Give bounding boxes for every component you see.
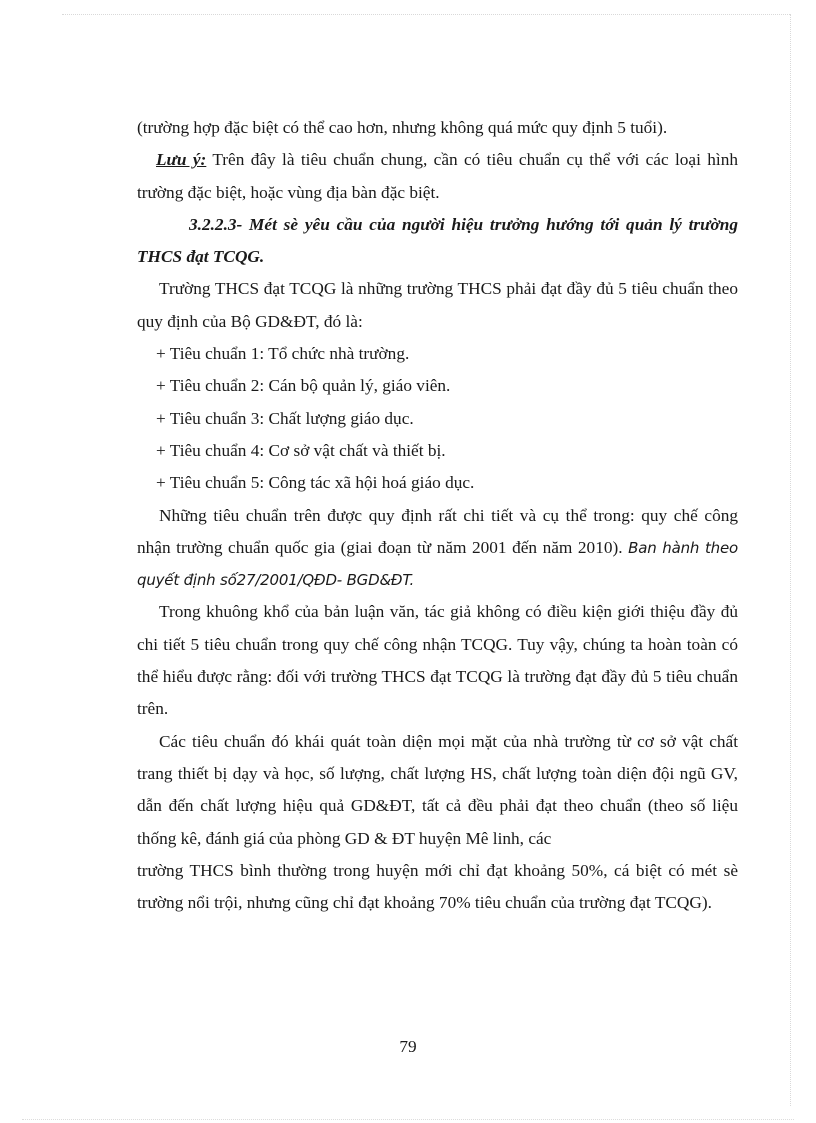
page-bottom-rule [22, 1119, 794, 1120]
list-item-standard-4: + Tiêu chuẩn 4: Cơ sở vật chất và thiết bị. [156, 440, 446, 460]
regulation-text: Những tiêu chuẩn trên được quy định rất chi tiết và cụ thể trong: quy chế công nhận trường chuẩn quốc gia (giai đoạn từ năm 2001 đến năm 2010). [137, 505, 738, 557]
paragraph-standards-intro: Trường THCS đạt TCQG là những trường THCS phải đạt đầy đủ 5 tiêu chuẩn theo quy định của Bộ GD&ĐT, đó là: [137, 279, 738, 331]
list-item-standard-1: + Tiêu chuẩn 1: Tổ chức nhà trường. [156, 344, 410, 364]
document-body [137, 112, 738, 919]
list-item-standard-2: + Tiêu chuẩn 2: Cán bộ quản lý, giáo viên. [156, 376, 451, 396]
paragraph-note [137, 144, 738, 209]
list-item-standard-5: + Tiêu chuẩn 5: Công tác xã hội hoá giáo dục. [156, 473, 475, 493]
page-frame-top [62, 14, 790, 15]
regulation-decision: Ban hành theo quyết định số27/2001/QĐD- BGD&ĐT. [137, 538, 738, 590]
paragraph-thesis-scope: Trong khuông khổ của bản luận văn, tác giả không có điều kiện giới thiệu đầy đủ chi tiết 5 tiêu chuẩn trong quy chế công nhận TCQG. Tuy vậy, chúng ta hoàn toàn có thể hiểu được rằng: đối với trường THCS đạt TCQG là trường đạt đầy đủ 5 tiêu chuẩn trên. [137, 602, 738, 719]
note-text: Trên đây là tiêu chuẩn chung, cần có tiêu chuẩn cụ thể với các loại hình trường đặc biệt, hoặc vùng địa bàn đặc biệt. [137, 150, 738, 202]
list-item-standard-3: + Tiêu chuẩn 3: Chất lượng giáo dục. [156, 408, 414, 428]
paragraph-age-limit: (trường hợp đặc biệt có thể cao hơn, nhưng không quá mức quy định 5 tuổi). [137, 118, 668, 137]
page-number: 79 [399, 1037, 417, 1056]
note-label: Lưu ý: [156, 150, 207, 170]
paragraph-district-stats: trường THCS bình thường trong huyện mới chỉ đạt khoảng 50%, cá biệt có mét sè trường nổi trội, nhưng cũng chỉ đạt khoảng 70% tiêu chuẩn của trường đạt TCQG). [137, 860, 738, 913]
page-frame-right [790, 14, 791, 1106]
paragraph-regulation [137, 500, 738, 597]
section-heading: 3.2.2.3- Mét sè yêu cầu của người hiệu trưởng hướng tới quản lý trường THCS đạt TCQG. [137, 214, 738, 267]
paragraph-overall-standards: Các tiêu chuẩn đó khái quát toàn diện mọi mặt của nhà trường từ cơ sở vật chất trang thiết bị dạy và học, số lượng, chất lượng HS, chất lượng toàn diện đội ngũ GV, dẫn đến chất lượng hiệu quả GD&ĐT, tất cả đều phải đạt theo chuẩn (theo số liệu thống kê, đánh giá của phòng GD & ĐT huyện Mê linh, các [137, 731, 738, 848]
